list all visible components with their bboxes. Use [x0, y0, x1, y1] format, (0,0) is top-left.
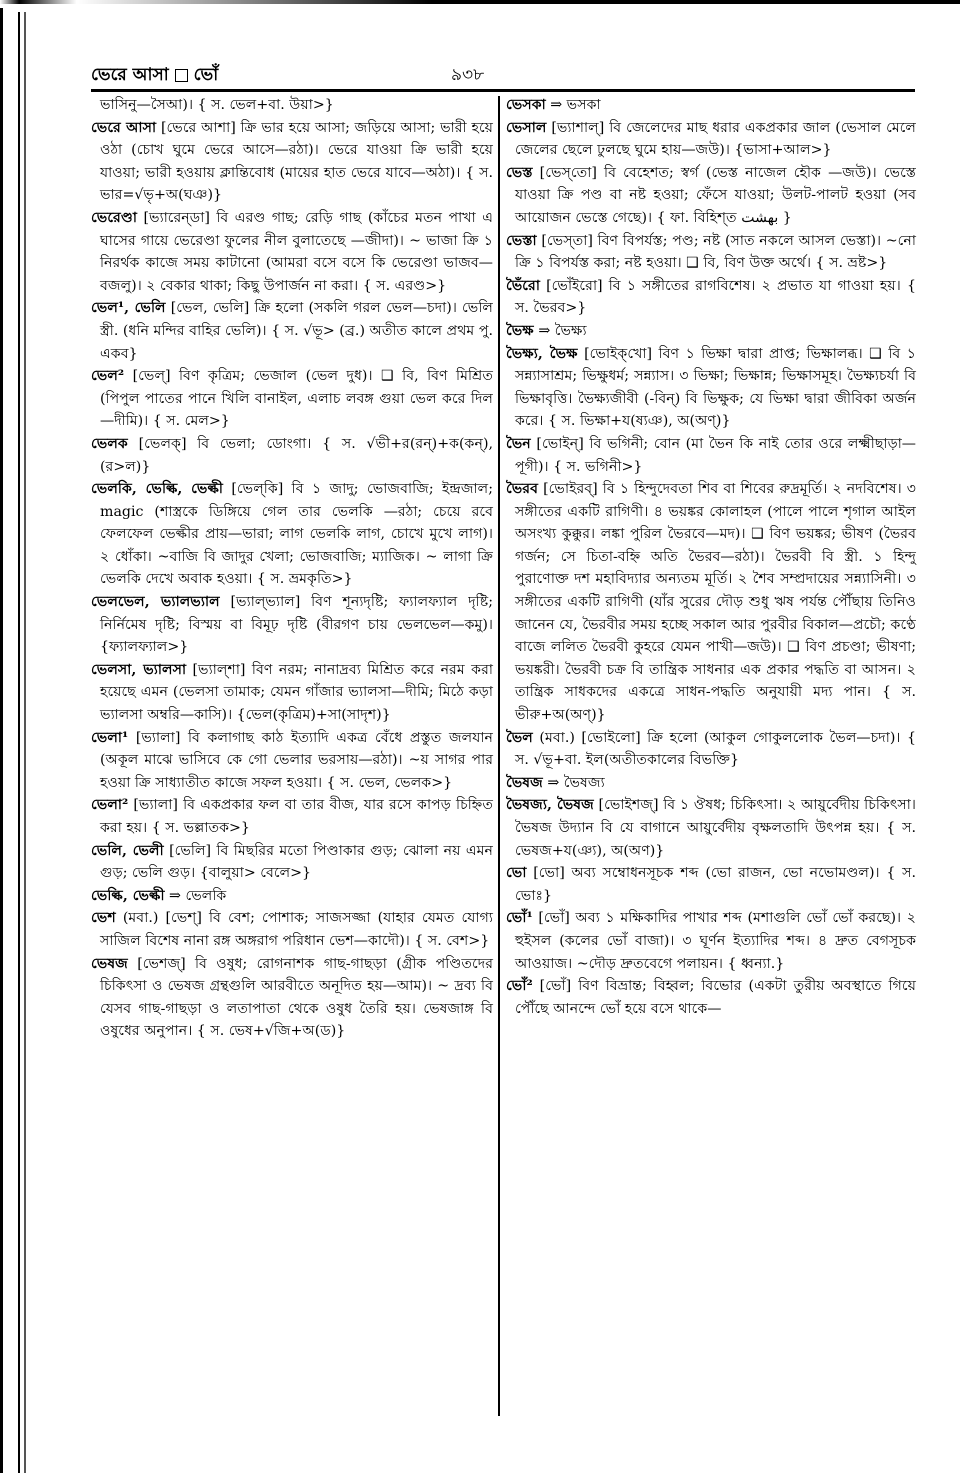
dictionary-entry — [91, 794, 493, 839]
entry-headword: ভেলা¹ — [91, 729, 129, 746]
entry-definition: [ভেস্‌তা] বিণ বিপর্যস্ত; পণ্ড; নষ্ট (সাত নকলে আসল ভেস্তা)। ~নো ক্রি ১ বিপর্যস্ত করা; নষ্ট হওয়া। ❑ বি, বিণ উক্ত অর্থে। { স. ভ্রষ্ট>} — [515, 232, 916, 272]
dictionary-entry — [91, 433, 493, 478]
entry-headword: ভেলকি, ভেল্কি, ভেল্কী — [91, 481, 223, 498]
entry-definition: [ভেলি] বি মিছরির মতো পিণ্ডাকার গুড়; ঝোলা নয় এমন গুড়; ভেলি গুড়। {বালুয়া> বেলে>} — [100, 842, 494, 882]
entry-definition: [ভোইন্] বি ভগিনী; বোন (মা ভৈন কি নাই তোর ওরে লক্ষ্মীছাড়া—পূগী)। { স. ভগিনী>} — [515, 435, 916, 475]
entry-headword: ভোঁ¹ — [506, 910, 533, 927]
entry-definition: [ভোইক্‌খো] বিণ ১ ভিক্ষা দ্বারা প্রাপ্ত; ভিক্ষালব্ধ। ❑ বি ১ সন্ন্যাসাশ্রম; ভিক্ষুধর্ম; সন্ন্যাস। ৩ ভিক্ষা; ভিক্ষান্ন; ভিক্ষাসমূহ। ভৈক্ষ্যচর্যা বি ভিক্ষাবৃত্তি। ভৈক্ষ্যজীবী (-বিন্) বি ভিক্ষুক; যে ভিক্ষা দ্বারা জীবিকা অর্জন করে। { স. ভিক্ষা+য(ষ্যঞ), অ(অণ্)} — [515, 345, 916, 430]
dictionary-entry — [506, 478, 916, 727]
dictionary-entry — [506, 320, 916, 343]
entry-definition: ⇒ ভৈষজ্য — [547, 774, 605, 791]
entry-definition: [ভেলক্] বি ভেলা; ডোংগা। { স. √ভী+র(রন্)+ক(কন্), (র>ল)} — [100, 435, 493, 475]
entry-headword: ভেসকা — [506, 97, 546, 113]
entry-definition: ভাসিনু—সৈআ)। { স. ভেল+বা. উয়া>} — [100, 97, 334, 113]
dictionary-entry — [506, 975, 916, 1020]
entry-definition: ⇒ ভৈক্ষ্য — [538, 322, 587, 339]
entry-definition: (মবা.) [ভেশ্] বি বেশ; পোশাক; সাজসজ্জা (যাহার যেমত যোগ্য সাজিল বিশেষ নানা রঙ্গ অঙ্গরাগ পরিধান ভেশ—কাদৌ)। { স. বেশ>} — [100, 910, 494, 949]
entry-definition: [ভ্যালা] বি কলাগাছ কাঠ ইত্যাদি একত্র বেঁধে প্রস্তুত জলযান (অকূল মাঝে ভাসিবে কে গো ভেলার ভরসায়—রঠা)। ~য় সাগর পার হওয়া ক্রি সাধ্যাতীত কাজে সফল হওয়া। { স. ভেল, ভেলক>} — [100, 729, 493, 791]
entry-headword: ভেশ — [91, 910, 116, 927]
entry-headword: ভেস্তা — [506, 232, 537, 249]
dictionary-entry — [91, 727, 493, 795]
dictionary-entry — [91, 94, 493, 117]
dictionary-entry — [91, 907, 493, 952]
entry-definition: ⇒ ভসকা — [550, 97, 601, 113]
page-number: ৯৩৮ — [451, 65, 485, 85]
guide-word-first: ভেরে আসা — [91, 65, 169, 85]
entry-definition: [ভ্যাল্‌ভ্যাল] বিণ শূন্যদৃষ্টি; ফ্যালফ্যাল দৃষ্টি; নির্নিমেষ দৃষ্টি; বিস্ময় বা বিমূঢ় দৃষ্টি (বীরগণ চায় ভেলভেল—কমু)। {ফ্যালফ্যাল>} — [100, 594, 493, 656]
dictionary-entry — [506, 862, 916, 907]
entry-headword: ভৈন — [506, 435, 531, 452]
entry-headword: ভৈক্ষ্য, ভৈক্ষ — [506, 345, 578, 362]
entry-definition: [ভেল্‌কি] বি ১ জাদু; ভোজবাজি; ইন্দ্রজাল; magic (শাস্ত্রকে ডিঙ্গিয়ে গেল তার ভেলকি —রঠা; চেয়ে রবে ফেলফেল ভেল্কীর প্রায়—ভারা; লাগ ভেলকি লাগ, চোখে মুখে লাগ)। ২ ধোঁকা। ~বাজি বি জাদুর খেলা; ভোজবাজি; ম্যাজিক। ~ লাগা ক্রি ভেলকি দেখে অবাক হওয়া। { স. ভ্রমকৃতি>} — [100, 481, 493, 588]
entry-definition: [ভেল, ভেলি] ক্রি হলো (সকলি গরল ভেল—চদা)। ভেলি স্ত্রী. (ধনি মন্দির বাহির ভেলি)। { স. √ভূ> (ব্র.) অতীত কালে প্রথম পু. একব} — [100, 300, 493, 362]
dictionary-entry — [506, 230, 916, 275]
dictionary-entry — [506, 772, 916, 795]
entry-definition: [ভেশজ্] বি ওষুধ; রোগনাশক গাছ-গাছড়া (গ্রীক পণ্ডিতদের চিকিৎসা ও ভেষজ গ্রন্থগুলি আরবীতে অনূদিত হয়—আম)। ~ দ্রব্য বি যেসব গাছ-গাছড়া ও লতাপাতা থেকে ওষুধ তৈরি হয়। ভেষজাঙ্গ বি ওষুধের অনুপান। { স. ভেষ+√জি+অ(ড)} — [100, 955, 493, 1040]
book-spine-line-inner — [24, 12, 26, 1473]
column-divider — [498, 96, 500, 1416]
dictionary-entry — [91, 117, 493, 207]
entry-definition: [ভ্যারেন্‌ডা] বি এরণ্ড গাছ; রেড়ি গাছ (কাঁচের মতন পাখা এ ঘাসের গায়ে ভেরেণ্ডা ফুলের নীল বুলাতেছে —জীদা)। ~ ভাজা ক্রি ১ নিরর্থক কাজে সময় কাটানো (আমরা বসে বসে কি ভেরেণ্ডা ভাজব—বজলু)। ২ বেকার থাকা; কিছু উপার্জন না করা। { স. এরণ্ড>} — [100, 209, 493, 294]
dictionary-entry — [91, 953, 493, 1043]
guide-word-last: ভোঁ — [193, 65, 219, 85]
entry-headword: ভৈক্ষ — [506, 322, 534, 339]
entry-headword: ভৈঁরো — [506, 277, 540, 294]
dictionary-entry — [506, 794, 916, 862]
entry-headword: ভেলভেল, ভ্যালভ্যাল — [91, 594, 220, 611]
entry-headword: ভৈল — [506, 729, 533, 746]
entry-definition: [ভো] অব্য সম্বোধনসূচক শব্দ (ভো রাজন, ভো নভোমণ্ডল)। { স. ভোঃ} — [515, 865, 916, 904]
entry-headword: ভৈষজ্য, ভৈষজ — [506, 797, 594, 814]
entry-headword: ভৈষজ — [506, 774, 543, 791]
entry-definition: [ভোইরব্] বি ১ হিন্দুদেবতা শিব বা শিবের রুদ্রমূর্তি। ২ নদবিশেষ। ৩ সঙ্গীতের একটি রাগিণী। ৪ ভয়ঙ্কর কোলাহল (পালে পালে শৃগাল আইল অসংখ্য কুক্কুর। লঙ্কা পুরিল ভৈরবে—মদ)। ❑ বিণ ভয়ঙ্কর; ভীষণ (ভৈরব গর্জন; সে চিতা-বহ্নি অতি ভৈরব—রঠা)। ভৈরবী বি স্ত্রী. ১ হিন্দু পুরাণোক্ত দশ মহাবিদ্যার অন্যতম মূর্তি। ২ শৈব সম্প্রদায়ের সন্ন্যাসিনী। ৩ সঙ্গীতের একটি রাগিণী (যাঁর সুরের দৌড় শুধু ঋষ পর্যন্ত পৌঁছায় তিনিও জানেন যে, ভৈরবীর সময় হচ্ছে সকাল আর পুরবীর বিকাল—প্রচৌ; কণ্ঠে বাজে ললিত ভৈরবী কুহরে যেমন পাখী—জউ)। ❑ বিণ প্রচণ্ডা; ভীষণা; ভয়ঙ্করী। ভৈরবী চক্র বি তান্ত্রিক সাধনার এক প্রকার পদ্ধতি বা আসন। ২ তান্ত্রিক সাধকদের একত্রে সাধন-পদ্ধতি অনুযায়ী মদ্য পান। { স. ভীরু+অ(অণ্)} — [515, 481, 916, 724]
entry-headword: ভেলসা, ভ্যালসা — [91, 661, 187, 678]
header-rule — [91, 89, 915, 92]
entry-headword: ভেরেণ্ডা — [91, 209, 137, 226]
scan-edge-top — [0, 0, 960, 4]
dictionary-entry — [506, 94, 916, 117]
entry-definition: [ভ্যাল্‌শা] বিণ নরম; নানাদ্রব্য মিশ্রিত করে নরম করা হয়েছে এমন (ভেলসা তামাক; যেমন গাঁজার ভ্যালসা—দীমি; মিঠে কড়া ভ্যালসা অম্বরি—কাসি)। {ভেল(কৃত্রিম)+সা(সাদৃশ)} — [100, 661, 494, 724]
entry-definition: [ভোঁ] বিণ বিভ্রান্ত; বিহ্বল; বিভোর (একটা তুরীয় অবস্থাতে গিয়ে পৌঁছে আনন্দে ভোঁ হয়ে বসে থাকে— — [515, 978, 916, 1017]
entry-headword: ভেস্ত — [506, 164, 533, 181]
guide-word-separator-box — [175, 69, 188, 82]
entry-headword: ভেলি, ভেলী — [91, 842, 164, 859]
entry-definition: [ভেস্‌তো] বি বেহেশত; স্বর্গ (ভেস্ত নাজেল হৌক —জউ)। ভেস্তে যাওয়া ক্রি পণ্ড বা নষ্ট হওয়া; ফেঁসে যাওয়া; উলট-পালট হওয়া (সব আয়োজন ভেস্তে গেছে)। { ফা. বিহিশ্‌ত بهشت } — [515, 164, 916, 226]
entry-headword: ভেল¹, ভেলি — [91, 300, 166, 317]
entry-definition: [ভ্যালা] বি একপ্রকার ফল বা তার বীজ, যার রসে কাপড় চিহ্নিত করা হয়। { স. ভল্লাতক>} — [100, 797, 493, 836]
page-header — [91, 62, 915, 88]
entry-definition: [ভেল্] বিণ কৃত্রিম; ভেজাল (ভেল দুধ)। ❑ বি, বিণ মিশ্রিত (পিপুল পাতের পানে খিলি বানাইল, এলাচ লবঙ্গ গুয়া ভেল করে দিল—দীমি)। { স. মেল>} — [100, 368, 493, 430]
entry-headword: ভেল্কি, ভেল্কী — [91, 887, 165, 904]
entry-definition: [ভোঁইরো] বি ১ সঙ্গীতের রাগবিশেষ। ২ প্রভাত যা গাওয়া হয়। { স. ভৈরব>} — [515, 277, 916, 317]
dictionary-entry — [506, 907, 916, 975]
dictionary-entry — [506, 343, 916, 433]
entry-definition: [ভেরে আশা] ক্রি ভার হয়ে আসা; জড়িয়ে আসা; ভারী হয়ে ওঠা (চোখ ঘুমে ভেরে আসে—রঠা)। ভেরে যাওয়া ক্রি ভারী হয়ে যাওয়া; ভারী হওয়ায় ক্লান্তিবোধ (মায়ের হাত ভেরে যাবে—অঠা)। { স. ভার=√ভৃ+অ(ঘঞ)} — [100, 119, 494, 204]
dictionary-entry — [91, 591, 493, 659]
dictionary-entry — [91, 207, 493, 297]
entry-definition: [ভোঁ] অব্য ১ মক্ষিকাদির পাখার শব্দ (মশাগুলি ভোঁ ভোঁ করছে)। ২ হুইসল (কলের ভোঁ বাজা)। ৩ ঘূর্ণন ইত্যাদির শব্দ। ৪ দ্রুত বেগসূচক আওয়াজ। ~দৌড় দ্রুতবেগে পলায়ন। { ধ্বন্যা.} — [515, 910, 916, 972]
guide-words — [91, 62, 218, 90]
entry-headword: ভেরে আসা — [91, 119, 157, 136]
dictionary-entry — [506, 117, 916, 162]
entry-definition: ⇒ ভেলকি — [169, 887, 227, 904]
dictionary-entry — [91, 365, 493, 433]
right-column — [506, 94, 916, 1020]
entry-headword: ভোঁ² — [506, 978, 533, 995]
dictionary-entry — [506, 162, 916, 230]
entry-definition: [ভোইশজ্] বি ১ ঔষধ; চিকিৎসা। ২ আয়ুর্বেদীয় চিকিৎসা। ভৈষজ উদ্যান বি যে বাগানে আয়ুর্বেদীয় বৃক্ষলতাদি উৎপন্ন হয়। { স. ভেষজ+য(ঞ্য), অ(অণ)} — [515, 797, 916, 859]
dictionary-entry — [91, 297, 493, 365]
dictionary-entry — [91, 885, 493, 908]
dictionary-entry — [506, 727, 916, 772]
entry-definition: (মবা.) [ভোইলো] ক্রি হলো (আকুল গোকুললোক ভৈল—চদা)। { স. √ভূ+বা. ইল(অতীতকালের বিভক্তি} — [515, 729, 916, 769]
entry-headword: ভেলা² — [91, 797, 129, 814]
left-column — [91, 94, 493, 1043]
entry-headword: ভেলক — [91, 435, 128, 452]
entry-definition: [ভ্যাশাল্] বি জেলেদের মাছ ধরার একপ্রকার জাল (ভেসাল মেলে জেলের ছেলে ঢুলছে ঘুমে হায়—জউ)। {ভাসা+আল>} — [515, 119, 916, 159]
dictionary-entry — [506, 433, 916, 478]
entry-headword: ভেষজ — [91, 955, 128, 972]
entry-headword: ভেসাল — [506, 119, 547, 136]
book-spine-line — [18, 12, 20, 1473]
dictionary-entry — [91, 840, 493, 885]
dictionary-entry — [91, 478, 493, 591]
entry-headword: ভেল² — [91, 368, 125, 385]
scan-edge-left — [0, 8, 3, 1473]
dictionary-entry — [91, 659, 493, 727]
entry-headword: ভৈরব — [506, 481, 539, 498]
entry-headword: ভো — [506, 865, 527, 882]
dictionary-entry — [506, 275, 916, 320]
